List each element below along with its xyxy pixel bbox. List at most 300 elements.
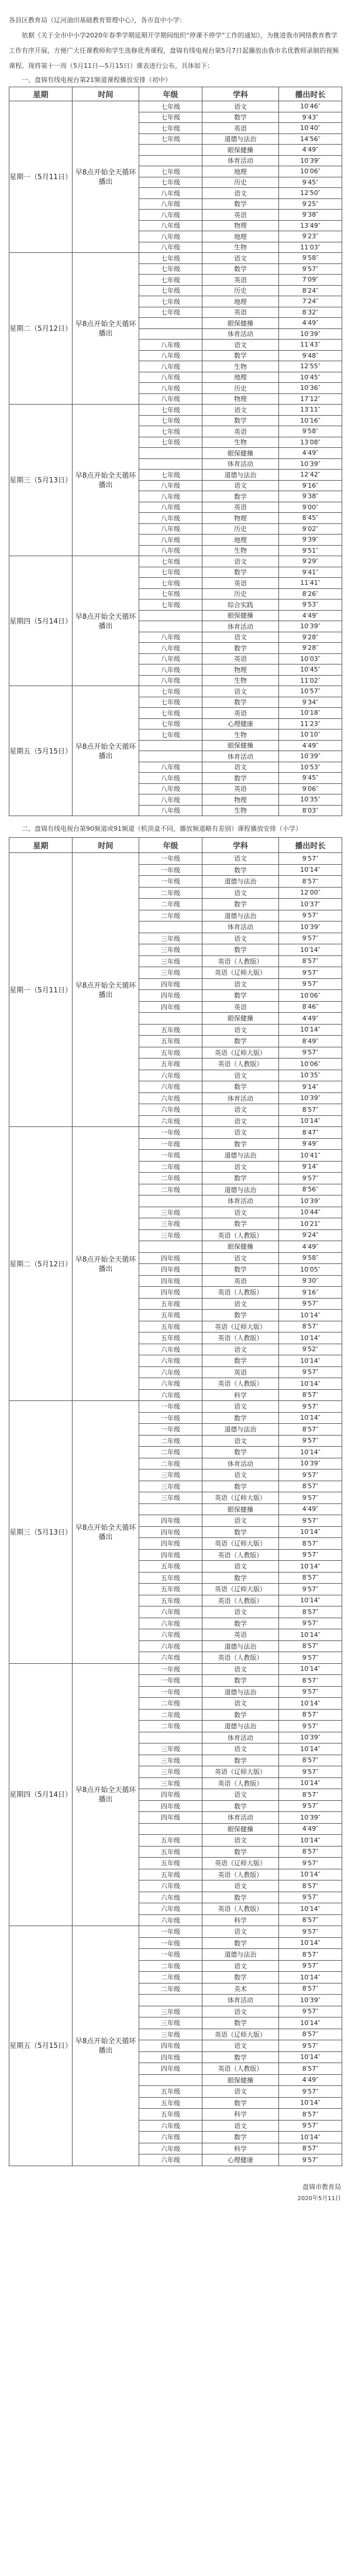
- table-header-row: [9, 838, 342, 853]
- time-cell: 早8点开始全天循环播出: [73, 1127, 139, 1401]
- duration-cell: 10′14″: [278, 1743, 342, 1755]
- header-duration: 播出时长: [278, 838, 342, 853]
- subject-cell: 数学: [202, 2132, 279, 2143]
- duration-cell: 9′30″: [278, 1275, 342, 1287]
- duration-cell: 9′29″: [278, 556, 342, 567]
- duration-cell: 9′57″: [278, 933, 342, 944]
- grade-cell: 八年级: [139, 220, 202, 231]
- grade-cell: 五年级: [139, 1869, 202, 1880]
- duration-cell: 9′58″: [278, 253, 342, 264]
- subject-cell: 英语（人教版）: [202, 1287, 279, 1299]
- grade-cell: [139, 1195, 202, 1207]
- grade-cell: [139, 740, 202, 751]
- grade-cell: 四年级: [139, 1812, 202, 1824]
- middle-school-schedule-body: [9, 101, 342, 816]
- subject-cell: 体育活动: [202, 922, 279, 933]
- duration-cell: 10′14″: [278, 1663, 342, 1675]
- grade-cell: 一年级: [139, 1424, 202, 1436]
- subject-cell: 英语（辽师大版）: [202, 1492, 279, 1504]
- subject-cell: 英语（辽师大版）: [202, 1538, 279, 1550]
- subject-cell: 语文: [202, 933, 279, 944]
- duration-cell: 8′57″: [278, 1846, 342, 1858]
- day-cell: 星期三（5月13日）: [9, 405, 73, 556]
- duration-cell: 4′49″: [278, 1503, 342, 1515]
- duration-cell: 4′49″: [278, 1013, 342, 1025]
- duration-cell: 9′28″: [278, 643, 342, 654]
- section-2-title: 二、盘锦有线电视台第90频道或91频道（机顶盒不同，播放频道略有差别）课程播放安排（小学）: [22, 825, 302, 833]
- duration-cell: 9′57″: [278, 1618, 342, 1629]
- grade-cell: [139, 610, 202, 621]
- duration-cell: 10′39″: [278, 1458, 342, 1469]
- section-1-title: 一、盘锦有线电视台第21频道课程播放安排（初中）: [22, 76, 171, 84]
- subject-cell: 英语（辽师大版）: [202, 1766, 279, 1778]
- subject-cell: 英语（辽师大版）: [202, 1584, 279, 1595]
- duration-cell: 7′24″: [278, 296, 342, 307]
- grade-cell: 二年级: [139, 910, 202, 922]
- table-row: [9, 686, 342, 697]
- subject-cell: 数学: [202, 1618, 279, 1629]
- grade-cell: 五年级: [139, 1595, 202, 1606]
- notice-intro: [9, 13, 342, 74]
- grade-cell: 一年级: [139, 1663, 202, 1675]
- duration-cell: 8′57″: [278, 1983, 342, 1995]
- subject-cell: 道德与法治: [202, 1686, 279, 1698]
- subject-cell: 数学: [202, 990, 279, 1002]
- subject-cell: 生物: [202, 729, 279, 741]
- grade-cell: 六年级: [139, 1629, 202, 1641]
- subject-cell: 生物: [202, 805, 279, 816]
- subject-cell: 语文: [202, 762, 279, 773]
- duration-cell: 9′51″: [278, 545, 342, 556]
- grade-cell: 七年级: [139, 578, 202, 589]
- grade-cell: [139, 1823, 202, 1835]
- grade-cell: [139, 318, 202, 329]
- subject-cell: 体育活动: [202, 1458, 279, 1469]
- subject-cell: 语文: [202, 1835, 279, 1847]
- grade-cell: 一年级: [139, 1412, 202, 1424]
- subject-cell: 数学: [202, 1755, 279, 1766]
- duration-cell: 11′43″: [278, 340, 342, 351]
- grade-cell: 四年级: [139, 2040, 202, 2052]
- grade-cell: 四年级: [139, 2051, 202, 2063]
- subject-cell: 数学: [202, 1800, 279, 1812]
- duration-cell: 13′49″: [278, 220, 342, 231]
- subject-cell: 英语: [202, 426, 279, 437]
- header-time: 时间: [73, 87, 139, 101]
- grade-cell: 七年级: [139, 588, 202, 600]
- duration-cell: 9′52″: [278, 1344, 342, 1355]
- grade-cell: 八年级: [139, 361, 202, 372]
- grade-cell: 二年级: [139, 1435, 202, 1447]
- subject-cell: 眼保健操: [202, 2074, 279, 2086]
- time-cell: 早8点开始全天循环播出: [73, 853, 139, 1127]
- subject-cell: 数学: [202, 1310, 279, 1321]
- grade-cell: [139, 1241, 202, 1253]
- subject-cell: 语文: [202, 1344, 279, 1355]
- day-cell: 星期二（5月12日）: [9, 1127, 73, 1401]
- grade-cell: 一年级: [139, 1401, 202, 1413]
- duration-cell: 8′32″: [278, 307, 342, 318]
- grade-cell: 八年级: [139, 210, 202, 221]
- grade-cell: 四年级: [139, 1001, 202, 1013]
- subject-cell: 体育活动: [202, 1195, 279, 1207]
- subject-cell: 物理: [202, 513, 279, 524]
- subject-cell: 数学: [202, 1972, 279, 1984]
- subject-cell: 眼保健操: [202, 1241, 279, 1253]
- duration-cell: 10′18″: [278, 708, 342, 719]
- grade-cell: 五年级: [139, 1835, 202, 1847]
- duration-cell: 8′57″: [278, 1949, 342, 1961]
- duration-cell: 11′02″: [278, 675, 342, 686]
- duration-cell: 9′57″: [278, 910, 342, 922]
- subject-cell: 语文: [202, 1663, 279, 1675]
- subject-cell: 语文: [202, 1606, 279, 1618]
- grade-cell: 四年级: [139, 1515, 202, 1527]
- grade-cell: 八年级: [139, 535, 202, 546]
- subject-cell: 英语（人教版）: [202, 1332, 279, 1344]
- grade-cell: 五年级: [139, 1572, 202, 1584]
- duration-cell: 10′14″: [278, 1115, 342, 1127]
- grade-cell: 七年级: [139, 556, 202, 567]
- grade-cell: 八年级: [139, 393, 202, 405]
- duration-cell: 9′57″: [278, 1401, 342, 1413]
- grade-cell: 二年级: [139, 1458, 202, 1469]
- duration-cell: 4′49″: [278, 610, 342, 621]
- grade-cell: 七年级: [139, 686, 202, 697]
- subject-cell: 数学: [202, 198, 279, 210]
- grade-cell: 三年级: [139, 1766, 202, 1778]
- subject-cell: 语文: [202, 1115, 279, 1127]
- duration-cell: 10′35″: [278, 794, 342, 806]
- duration-cell: 9′57″: [278, 1652, 342, 1664]
- duration-cell: 9′57″: [278, 1469, 342, 1481]
- duration-cell: 4′49″: [278, 145, 342, 156]
- subject-cell: 体育活动: [202, 1812, 279, 1824]
- duration-cell: 10′14″: [278, 2132, 342, 2143]
- subject-cell: 心理健康: [202, 2154, 279, 2166]
- subject-cell: 语文: [202, 480, 279, 491]
- duration-cell: 4′49″: [278, 1823, 342, 1835]
- grade-cell: 六年级: [139, 1880, 202, 1892]
- duration-cell: 11′23″: [278, 718, 342, 729]
- subject-cell: 体育活动: [202, 155, 279, 166]
- grade-cell: 二年级: [139, 887, 202, 899]
- grade-cell: 六年级: [139, 1378, 202, 1390]
- time-cell: 早8点开始全天循环播出: [73, 556, 139, 686]
- duration-cell: 9′34″: [278, 697, 342, 708]
- duration-cell: 10′39″: [278, 1732, 342, 1743]
- grade-cell: 二年级: [139, 899, 202, 910]
- grade-cell: 五年级: [139, 2086, 202, 2098]
- subject-cell: 数学: [202, 1675, 279, 1687]
- grade-cell: 二年级: [139, 1184, 202, 1195]
- grade-cell: 一年级: [139, 1138, 202, 1150]
- duration-cell: 9′57″: [278, 2154, 342, 2166]
- duration-cell: 9′58″: [278, 426, 342, 437]
- duration-cell: 10′46″: [278, 101, 342, 112]
- duration-cell: 12′42″: [278, 470, 342, 481]
- subject-cell: 地理: [202, 535, 279, 546]
- grade-cell: [139, 155, 202, 166]
- subject-cell: 道德与法治: [202, 1184, 279, 1195]
- duration-cell: 8′49″: [278, 1036, 342, 1047]
- grade-cell: 三年级: [139, 933, 202, 944]
- day-cell: 星期一（5月11日）: [9, 853, 73, 1127]
- subject-cell: 语文: [202, 686, 279, 697]
- subject-cell: 眼保健操: [202, 740, 279, 751]
- subject-cell: 生物: [202, 437, 279, 448]
- grade-cell: 七年级: [139, 133, 202, 145]
- duration-cell: 8′57″: [278, 1104, 342, 1116]
- subject-cell: 数学: [202, 899, 279, 910]
- subject-cell: 体育活动: [202, 458, 279, 470]
- grade-cell: 五年级: [139, 1846, 202, 1858]
- grade-cell: 三年级: [139, 1207, 202, 1218]
- subject-cell: 数学: [202, 1173, 279, 1184]
- subject-cell: 眼保健操: [202, 448, 279, 459]
- duration-cell: 8′56″: [278, 1184, 342, 1195]
- grade-cell: 三年级: [139, 2029, 202, 2040]
- grade-cell: [139, 922, 202, 933]
- grade-cell: 七年级: [139, 307, 202, 318]
- time-cell: 早8点开始全天循环播出: [73, 101, 139, 253]
- subject-cell: 数学: [202, 263, 279, 275]
- subject-cell: 数学: [202, 773, 279, 784]
- duration-cell: 10′06″: [278, 1059, 342, 1070]
- duration-cell: 8′57″: [278, 1640, 342, 1652]
- duration-cell: 10′35″: [278, 1070, 342, 1081]
- duration-cell: 8′57″: [278, 1424, 342, 1436]
- subject-cell: 地理: [202, 231, 279, 242]
- grade-cell: 四年级: [139, 1264, 202, 1276]
- signature-block: [9, 2181, 342, 2205]
- subject-cell: 地理: [202, 296, 279, 307]
- duration-cell: 10′44″: [278, 1207, 342, 1218]
- table-row: [9, 1401, 342, 1413]
- subject-cell: 地理: [202, 372, 279, 383]
- grade-cell: 六年级: [139, 1355, 202, 1367]
- subject-cell: 语文: [202, 340, 279, 351]
- duration-cell: 8′57″: [278, 2029, 342, 2040]
- grade-cell: 二年级: [139, 1972, 202, 1984]
- duration-cell: 10′14″: [278, 1447, 342, 1458]
- grade-cell: 五年级: [139, 1036, 202, 1047]
- time-cell: 早8点开始全天循环播出: [73, 1401, 139, 1664]
- duration-cell: 17′12″: [278, 393, 342, 405]
- duration-cell: 9′57″: [278, 1435, 342, 1447]
- grade-cell: 三年级: [139, 1492, 202, 1504]
- grade-cell: 七年级: [139, 123, 202, 134]
- subject-cell: 语文: [202, 1161, 279, 1173]
- subject-cell: 语文: [202, 1104, 279, 1116]
- grade-cell: 七年级: [139, 415, 202, 426]
- duration-cell: 9′00″: [278, 502, 342, 513]
- duration-cell: 9′57″: [278, 2120, 342, 2132]
- subject-cell: 英语（人教版）: [202, 1652, 279, 1664]
- subject-cell: 数学: [202, 415, 279, 426]
- grade-cell: 三年级: [139, 1755, 202, 1766]
- subject-cell: 历史: [202, 588, 279, 600]
- table-row: [9, 253, 342, 264]
- duration-cell: 10′14″: [278, 1526, 342, 1538]
- subject-cell: 数学: [202, 2051, 279, 2063]
- grade-cell: [139, 145, 202, 156]
- grade-cell: 三年级: [139, 967, 202, 979]
- duration-cell: 9′57″: [278, 1960, 342, 1972]
- subject-cell: 眼保健操: [202, 1013, 279, 1025]
- duration-cell: 9′57″: [278, 2040, 342, 2052]
- grade-cell: 一年级: [139, 1937, 202, 1949]
- duration-cell: 8′57″: [278, 1481, 342, 1492]
- grade-cell: 五年级: [139, 1332, 202, 1344]
- duration-cell: 9′16″: [278, 480, 342, 491]
- duration-cell: 10′14″: [278, 2017, 342, 2029]
- subject-cell: 体育活动: [202, 621, 279, 632]
- duration-cell: 8′57″: [278, 1880, 342, 1892]
- subject-cell: 语文: [202, 253, 279, 264]
- grade-cell: 四年级: [139, 1538, 202, 1550]
- duration-cell: 9′14″: [278, 1081, 342, 1093]
- grade-cell: 六年级: [139, 1070, 202, 1081]
- subject-cell: 数学: [202, 944, 279, 956]
- grade-cell: 五年级: [139, 1310, 202, 1321]
- subject-cell: 体育活动: [202, 328, 279, 340]
- duration-cell: 9′24″: [278, 1229, 342, 1241]
- duration-cell: 9′02″: [278, 523, 342, 535]
- subject-cell: 历史: [202, 177, 279, 188]
- day-cell: 星期五（5月15日）: [9, 686, 73, 816]
- duration-cell: 10′06″: [278, 990, 342, 1002]
- subject-cell: 语文: [202, 1252, 279, 1264]
- grade-cell: 八年级: [139, 664, 202, 676]
- duration-cell: 9′57″: [278, 1549, 342, 1561]
- table-row: [9, 101, 342, 112]
- duration-cell: 8′45″: [278, 513, 342, 524]
- grade-cell: [139, 1732, 202, 1743]
- subject-cell: 数学: [202, 1709, 279, 1721]
- grade-cell: 八年级: [139, 794, 202, 806]
- duration-cell: 8′57″: [278, 876, 342, 888]
- time-cell: 早8点开始全天循环播出: [73, 1663, 139, 1926]
- duration-cell: 7′09″: [278, 275, 342, 286]
- grade-cell: 五年级: [139, 1321, 202, 1332]
- subject-cell: 英语（辽师大版）: [202, 1858, 279, 1869]
- duration-cell: 8′57″: [278, 2063, 342, 2075]
- grade-cell: 四年级: [139, 1275, 202, 1287]
- grade-cell: 一年级: [139, 876, 202, 888]
- header-duration: 播出时长: [278, 87, 342, 101]
- grade-cell: 六年级: [139, 1104, 202, 1116]
- grade-cell: 八年级: [139, 242, 202, 253]
- duration-cell: 9′53″: [278, 600, 342, 611]
- grade-cell: 三年级: [139, 1469, 202, 1481]
- duration-cell: 10′14″: [278, 1355, 342, 1367]
- duration-cell: 10′14″: [278, 1869, 342, 1880]
- duration-cell: 10′39″: [278, 621, 342, 632]
- day-cell: 星期四（5月14日）: [9, 1663, 73, 1926]
- subject-cell: 数学: [202, 2097, 279, 2109]
- time-cell: 早8点开始全天循环播出: [73, 405, 139, 556]
- subject-cell: 语文: [202, 1298, 279, 1310]
- duration-cell: 9′41″: [278, 567, 342, 578]
- subject-cell: 语文: [202, 1698, 279, 1710]
- grade-cell: 八年级: [139, 653, 202, 664]
- duration-cell: 12′50″: [278, 188, 342, 199]
- duration-cell: 4′49″: [278, 740, 342, 751]
- grade-cell: 二年级: [139, 1960, 202, 1972]
- grade-cell: 二年级: [139, 1447, 202, 1458]
- subject-cell: 语文: [202, 1469, 279, 1481]
- primary-school-schedule-table: [9, 837, 342, 2166]
- grade-cell: 五年级: [139, 1047, 202, 1059]
- grade-cell: 六年级: [139, 2132, 202, 2143]
- day-cell: 星期四（5月14日）: [9, 556, 73, 686]
- subject-cell: 综合实践: [202, 600, 279, 611]
- subject-cell: 英语: [202, 275, 279, 286]
- subject-cell: 数学: [202, 1138, 279, 1150]
- duration-cell: 10′14″: [278, 1937, 342, 1949]
- grade-cell: 八年级: [139, 350, 202, 361]
- subject-cell: 英语（人教版）: [202, 1229, 279, 1241]
- duration-cell: 10′05″: [278, 1264, 342, 1276]
- grade-cell: 六年级: [139, 1389, 202, 1401]
- duration-cell: 9′49″: [278, 1138, 342, 1150]
- subject-cell: 语文: [202, 632, 279, 643]
- subject-cell: 语文: [202, 405, 279, 416]
- duration-cell: 9′57″: [278, 1800, 342, 1812]
- table-row: [9, 853, 342, 865]
- grade-cell: [139, 1013, 202, 1025]
- subject-cell: 历史: [202, 523, 279, 535]
- grade-cell: 五年级: [139, 1858, 202, 1869]
- subject-cell: 英语: [202, 307, 279, 318]
- subject-cell: 物理: [202, 794, 279, 806]
- grade-cell: 六年级: [139, 1366, 202, 1378]
- duration-cell: 4′49″: [278, 2074, 342, 2086]
- grade-cell: 五年级: [139, 1584, 202, 1595]
- grade-cell: 七年级: [139, 296, 202, 307]
- duration-cell: 9′38″: [278, 210, 342, 221]
- header-day: 星期: [9, 838, 73, 853]
- duration-cell: 9′57″: [278, 1515, 342, 1527]
- grade-cell: 四年级: [139, 990, 202, 1002]
- subject-cell: 体育活动: [202, 1995, 279, 2006]
- grade-cell: 一年级: [139, 1675, 202, 1687]
- grade-cell: 五年级: [139, 1024, 202, 1036]
- grade-cell: 三年级: [139, 1229, 202, 1241]
- table-header-row: [9, 87, 342, 101]
- time-cell: 早8点开始全天循环播出: [73, 253, 139, 405]
- subject-cell: 英语（辽师大版）: [202, 1321, 279, 1332]
- subject-cell: 心理健康: [202, 718, 279, 729]
- duration-cell: 9′16″: [278, 1287, 342, 1299]
- grade-cell: 五年级: [139, 1298, 202, 1310]
- grade-cell: 七年级: [139, 285, 202, 296]
- header-subject: 学科: [202, 838, 279, 853]
- duration-cell: 10′39″: [278, 922, 342, 933]
- duration-cell: 8′57″: [278, 1675, 342, 1687]
- subject-cell: 英语（人教版）: [202, 1903, 279, 1915]
- header-subject: 学科: [202, 87, 279, 101]
- duration-cell: 10′39″: [278, 1195, 342, 1207]
- subject-cell: 数学: [202, 1481, 279, 1492]
- duration-cell: 8′03″: [278, 805, 342, 816]
- subject-cell: 语文: [202, 2040, 279, 2052]
- subject-cell: 数学: [202, 350, 279, 361]
- subject-cell: 科学: [202, 1914, 279, 1926]
- grade-cell: 四年级: [139, 1252, 202, 1264]
- subject-cell: 语文: [202, 1743, 279, 1755]
